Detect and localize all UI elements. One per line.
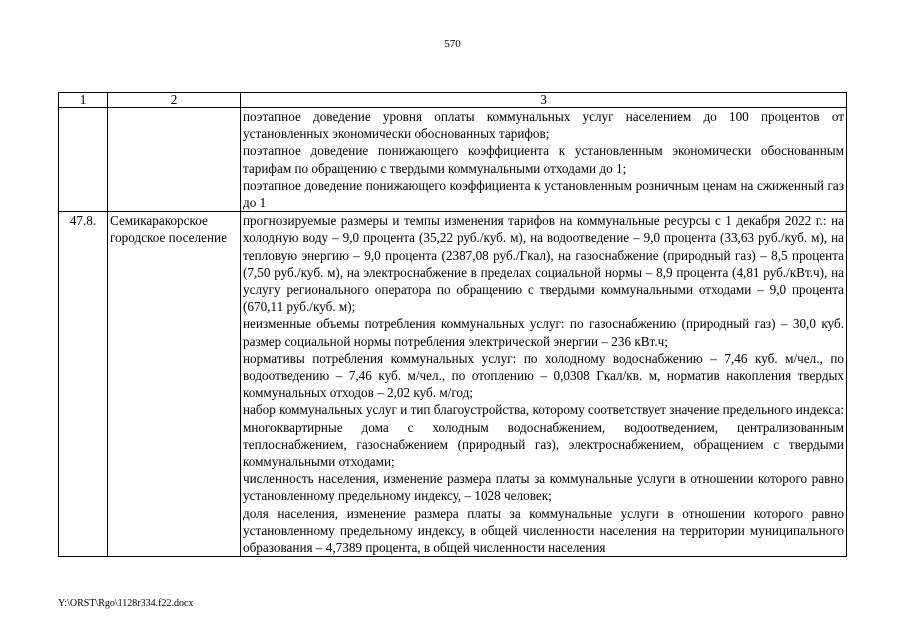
conditions-cell [241, 108, 847, 212]
column-header-3: 3 [241, 93, 847, 108]
paragraph: доля населения, изменение размера платы за коммунальные услуги в отношении которого равно установленному предельному индексу, в общей численности населения на территории муниципального образования – 4,7389 процента, в общей численности населения [243, 505, 844, 556]
municipality-cell [108, 108, 241, 212]
paragraph: набор коммунальных услуг и тип благоустройства, которому соответствует значение предельного индекса: многоквартирные дома с холодным водоснабжением, водоотведением, централизованным теплоснабжением, газоснабжением (природный газ), электроснабжением, обращением с твердыми коммунальными отходами; [243, 402, 845, 470]
paragraph: неизменные объемы потребления коммунальных услуг: по газоснабжению (природный газ) – 30,0 куб. размер социальной нормы потребления электрической энергии – 236 кВт.ч; [243, 316, 844, 349]
page-number: 570 [444, 38, 461, 50]
column-header-2: 2 [108, 93, 241, 108]
document-table [58, 92, 847, 557]
paragraph: поэтапное доведение уровня оплаты коммунальных услуг населением до 100 процентов от установленных экономически обоснованных тарифов; [243, 109, 844, 142]
paragraph: нормативы потребления коммунальных услуг: по холодному водоснабжению – 7,46 куб. м/чел., по водоотведению – 7,46 куб. м/чел., по отоплению – 0,0308 Гкал/кв. м, норматив накопления твердых коммунальных отходов – 2,02 куб. м/год; [243, 350, 844, 401]
paragraph: поэтапное доведение понижающего коэффициента к установленным экономически обоснованным тарифам по обращению с твердыми коммунальными отходами до 1; [243, 143, 844, 176]
municipality-cell: Семикаракорское городское поселение [108, 212, 241, 557]
column-header-1: 1 [59, 93, 108, 108]
paragraph: численность населения, изменение размера платы за коммунальные услуги в отношении которого равно установленному предельному индексу, – 1028 человек; [243, 471, 844, 504]
row-number-cell [59, 108, 108, 212]
conditions-cell [241, 212, 847, 557]
table-row-continuation [59, 108, 847, 212]
paragraph: поэтапное доведение понижающего коэффициента к установленным розничным ценам на сжиженный газ до 1 [243, 177, 844, 211]
row-number-cell: 47.8. [59, 212, 108, 557]
footer-file-path: Y:\ORST\Rgo\1128r334.f22.docx [58, 598, 194, 609]
paragraph: прогнозируемые размеры и темпы изменения тарифов на коммунальные ресурсы с 1 декабря 2022 г.: на холодную воду – 9,0 процента (35,22 руб./куб. м), на водоотведение – 9,0 процента (33,63 руб./куб. м), на тепловую энергию – 9,0 процента (2387,08 руб./Гкал), на газоснабжение (природный газ) – 8,5 процента (7,50 руб./куб. м), на электроснабжение в пределах социальной нормы – 8,9 процента (4,81 руб./кВт.ч), на услугу регионального оператора по обращению с твердыми коммунальными отходами – 9,0 процента (670,11 руб./куб. м); [243, 213, 844, 315]
table-row [59, 212, 847, 557]
table-header-row [59, 93, 847, 108]
